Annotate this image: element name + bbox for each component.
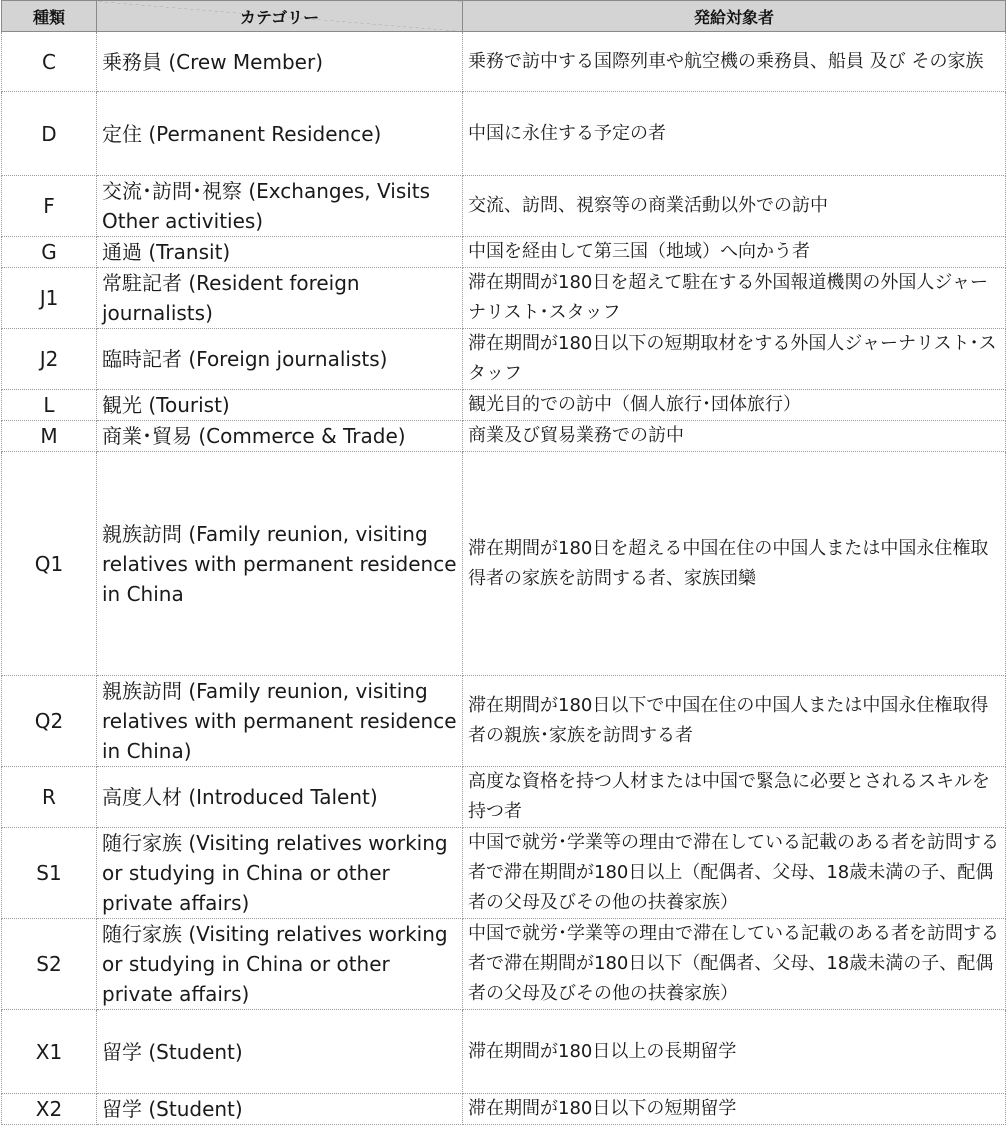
visa-category: 観光 (Tourist) — [97, 390, 463, 421]
table-row — [2, 268, 1006, 329]
visa-code: S1 — [2, 828, 97, 919]
table-row — [2, 919, 1006, 1010]
visa-code: J1 — [2, 268, 97, 329]
table-row — [2, 1094, 1006, 1125]
visa-category: 定住 (Permanent Residence) — [97, 92, 463, 176]
visa-category: 親族訪問 (Family reunion, visiting relatives with permanent residence in China) — [97, 676, 463, 767]
visa-category: 留学 (Student) — [97, 1010, 463, 1094]
visa-category-table — [1, 0, 1006, 1125]
visa-category: 常駐記者 (Resident foreign journalists) — [97, 268, 463, 329]
visa-category: 通過 (Transit) — [97, 237, 463, 268]
visa-code: R — [2, 767, 97, 828]
visa-category: 留学 (Student) — [97, 1094, 463, 1125]
visa-category: 臨時記者 (Foreign journalists) — [97, 329, 463, 390]
visa-target: 滞在期間が180日以下の短期留学 — [463, 1094, 1006, 1125]
header-target: 発給対象者 — [463, 1, 1006, 32]
table-row — [2, 237, 1006, 268]
visa-code: Q2 — [2, 676, 97, 767]
visa-target: 滞在期間が180日以下で中国在住の中国人または中国永住権取得者の親族･家族を訪問する者 — [463, 676, 1006, 767]
table-row — [2, 452, 1006, 676]
visa-code: G — [2, 237, 97, 268]
visa-code: S2 — [2, 919, 97, 1010]
visa-target: 滞在期間が180日を超える中国在住の中国人または中国永住権取得者の家族を訪問する者、家族団欒 — [463, 452, 1006, 676]
visa-target: 中国で就労･学業等の理由で滞在している記載のある者を訪問する者で滞在期間が180日以下（配偶者、父母、18歳未満の子、配偶者の父母及びその他の扶養家族） — [463, 919, 1006, 1010]
visa-code: F — [2, 176, 97, 237]
visa-code: J2 — [2, 329, 97, 390]
visa-target: 高度な資格を持つ人材または中国で緊急に必要とされるスキルを持つ者 — [463, 767, 1006, 828]
visa-category: 随行家族 (Visiting relatives working or studying in China or other private affairs) — [97, 828, 463, 919]
visa-target: 交流、訪問、視察等の商業活動以外での訪中 — [463, 176, 1006, 237]
table-row — [2, 1010, 1006, 1094]
visa-code: X1 — [2, 1010, 97, 1094]
table-row — [2, 421, 1006, 452]
table-row — [2, 329, 1006, 390]
table-row — [2, 32, 1006, 92]
table-row — [2, 767, 1006, 828]
visa-category: 随行家族 (Visiting relatives working or studying in China or other private affairs) — [97, 919, 463, 1010]
visa-target: 中国を経由して第三国（地域）へ向かう者 — [463, 237, 1006, 268]
visa-target: 乗務で訪中する国際列車や航空機の乗務員、船員 及び その家族 — [463, 32, 1006, 92]
visa-target: 商業及び貿易業務での訪中 — [463, 421, 1006, 452]
visa-code: Q1 — [2, 452, 97, 676]
visa-target: 滞在期間が180日以上の長期留学 — [463, 1010, 1006, 1094]
table-row — [2, 828, 1006, 919]
visa-category: 高度人材 (Introduced Talent) — [97, 767, 463, 828]
visa-category: 商業･貿易 (Commerce & Trade) — [97, 421, 463, 452]
table-row — [2, 390, 1006, 421]
header-category: カテゴリー — [97, 1, 463, 32]
visa-target: 滞在期間が180日以下の短期取材をする外国人ジャーナリスト･スタッフ — [463, 329, 1006, 390]
table-row — [2, 676, 1006, 767]
header-row — [2, 1, 1006, 32]
visa-category: 乗務員 (Crew Member) — [97, 32, 463, 92]
visa-code: M — [2, 421, 97, 452]
visa-category: 親族訪問 (Family reunion, visiting relatives with permanent residence in China — [97, 452, 463, 676]
header-type: 種類 — [2, 1, 97, 32]
visa-target: 中国で就労･学業等の理由で滞在している記載のある者を訪問する者で滞在期間が180日以上（配偶者、父母、18歳未満の子、配偶者の父母及びその他の扶養家族） — [463, 828, 1006, 919]
visa-code: X2 — [2, 1094, 97, 1125]
table-row — [2, 176, 1006, 237]
visa-category: 交流･訪問･視察 (Exchanges, Visits Other activities) — [97, 176, 463, 237]
visa-target: 中国に永住する予定の者 — [463, 92, 1006, 176]
table-row — [2, 92, 1006, 176]
visa-code: L — [2, 390, 97, 421]
visa-target: 観光目的での訪中（個人旅行･団体旅行） — [463, 390, 1006, 421]
visa-target: 滞在期間が180日を超えて駐在する外国報道機関の外国人ジャーナリスト･スタッフ — [463, 268, 1006, 329]
visa-code: D — [2, 92, 97, 176]
visa-code: C — [2, 32, 97, 92]
